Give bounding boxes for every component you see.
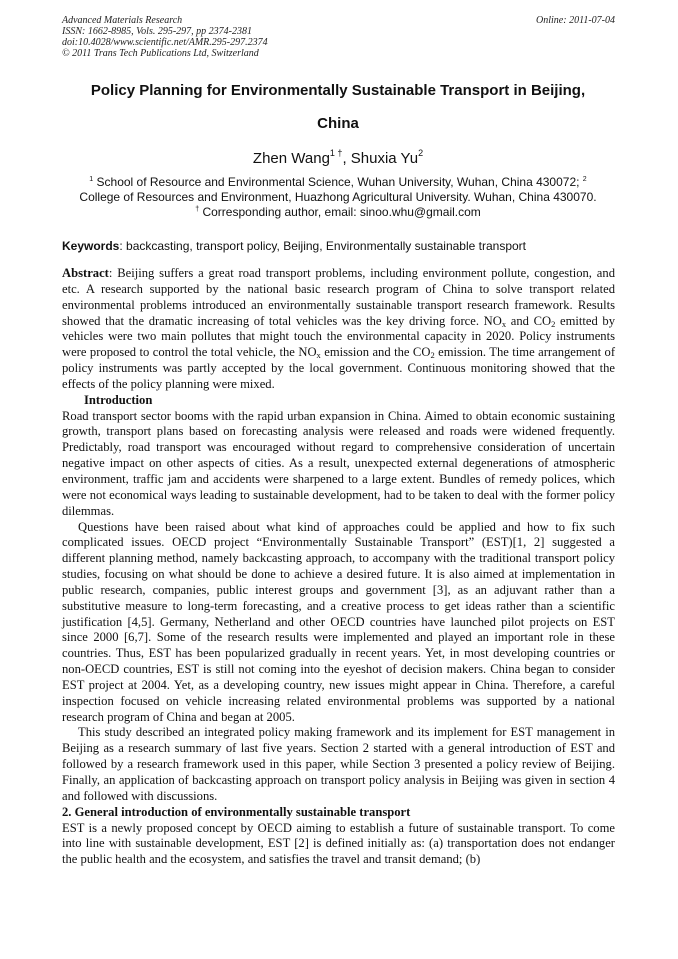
section-2-heading: 2. General introduction of environmentally sustainable transport	[62, 804, 411, 819]
affiliation-marker: 2	[582, 176, 587, 183]
journal-header	[62, 15, 268, 59]
abstract-label: Abstract	[62, 266, 109, 280]
paper-body	[62, 266, 615, 868]
author-name: Shuxia Yu	[350, 150, 419, 167]
subscript: x	[501, 318, 507, 329]
subscript: 2	[430, 350, 435, 361]
keywords-label: Keywords	[62, 239, 120, 253]
journal-name: Advanced Materials Research	[62, 15, 183, 26]
body-paragraph: Road transport sector booms with the rapid urban expansion in China. Aimed to obtain economic sustaining growth, transport plans based on forecasting analysis were released and roads were widened frequently. Predictably, road transport was encouraged without regard to comprehensive consideration of uncertain negative impact on other aspects of cities. As a result, unexpected external degenerations of atmospheric environment, traffic jam and accidents were sharpened to a large extent. Bundles of remedy polices, which were not economical ways leading to sustainable development, had to be taken to deal with the former policy dilemmas.	[62, 408, 615, 518]
author-separator: ,	[342, 150, 351, 167]
keywords	[62, 239, 614, 253]
affiliation-marker: 1	[89, 176, 94, 183]
abstract-paragraph	[62, 266, 615, 393]
author-list	[62, 150, 614, 167]
affiliation-text: School of Resource and Environmental Science, Wuhan University, Wuhan, China 430072;	[93, 175, 583, 189]
paper-title-line-2: China	[317, 115, 359, 132]
body-paragraph: This study described an integrated policy making framework and its implement for EST management in Beijing as a research summary of last five years. Section 2 started with a general introduction of EST and followed by a research framework used in this paper, while Section 3 presented a policy review of Beijing. Finally, an application of backcasting approach on transport policy analysis in Beijing was given in section 4 and followed with discussions.	[62, 725, 615, 803]
affiliations	[62, 175, 614, 220]
paper-title-line-1: Policy Planning for Environmentally Sustainable Transport in Beijing,	[90, 82, 586, 99]
author-name: Zhen Wang	[252, 150, 330, 167]
online-date: Online: 2011-07-04	[536, 15, 615, 26]
body-paragraph: Questions have been raised about what kind of approaches could be applied and how to fix such complicated issues. OECD project “Environmentally Sustainable Transport” (EST)[1, 2] suggested a different planning method, namely backcasting approach, to accompany with the traditional transport policy studies, focusing on what should be done to achieve a desired future. It is also aimed at implementation in public research, companies, public interest groups and government [3], as an adjuvant rather than a substitutive measure to long-term forecasting, and a creative process to get ideas rather than a scientific justification [4,5]. Germany, Netherland and other OECD countries have launched pilot projects on EST since 2000 [6,7]. Some of the research results were implemented and played an important role in these countries. Thus, EST has been popularized gradually in recent years. Yet, in most developing countries or non-OECD countries, EST is still not coming into the eyeshot of decision makers. China began to consider EST project at 2004. Yet, as a developing country, new issues might appear in China. Therefore, a careful inspection focused on vehicle increasing related environmental problems was supported by a national research program of China and began at 2005.	[62, 519, 615, 724]
subscript: x	[316, 350, 321, 361]
abstract-text: emitted by vehicles were two main pollutes that might touch the environmental capacity in 2020. Policy instruments were proposed to control the total vehicle, the NO	[62, 313, 615, 360]
copyright-line: © 2011 Trans Tech Publications Ltd, Switzerland	[62, 48, 259, 59]
dagger-marker: †	[195, 206, 200, 213]
affiliation-line	[62, 175, 614, 190]
abstract-text: : Beijing suffers a great road transport problems, including environment pollute, congestion, and etc. A research supported by the national basic research program of China to solve transport related environmental problems introduced an environmentally sustainable transport research framework. Results showed that the dramatic increasing of total vehicles was the key driving force. NO	[62, 266, 615, 328]
author-superscript: 1 †	[329, 148, 343, 158]
keywords-text: : backcasting, transport policy, Beijing, Environmentally sustainable transport	[119, 239, 527, 253]
corresponding-author-line	[62, 205, 614, 220]
abstract-text: and CO	[506, 313, 552, 328]
author-superscript: 2	[418, 148, 424, 158]
subscript: 2	[551, 318, 556, 329]
corresponding-author-text: Corresponding author, email: sinoo.whu@gmail.com	[199, 205, 481, 219]
abstract-text: emission. The time arrangement of policy instruments was partly accepted by the local government. Continuous monitoring showed that the effects of the policy planning were mixed.	[62, 345, 616, 391]
doi-line: doi:10.4028/www.scientific.net/AMR.295-297.2374	[62, 37, 268, 48]
abstract-text: emission and the CO	[320, 345, 431, 360]
issn-line: ISSN: 1662-8985, Vols. 295-297, pp 2374-2381	[62, 26, 252, 37]
introduction-heading: Introduction	[84, 392, 153, 407]
body-paragraph: EST is a newly proposed concept by OECD aiming to establish a future of sustainable transport. To come into line with sustainable development, EST [2] is defined initially as: (a) transportation does not endanger the public health and the ecosystem, and satisfies the travel and transit demand; (b)	[62, 820, 615, 867]
affiliation-line: College of Resources and Environment, Huazhong Agricultural University. Wuhan, China 430070.	[79, 190, 597, 204]
